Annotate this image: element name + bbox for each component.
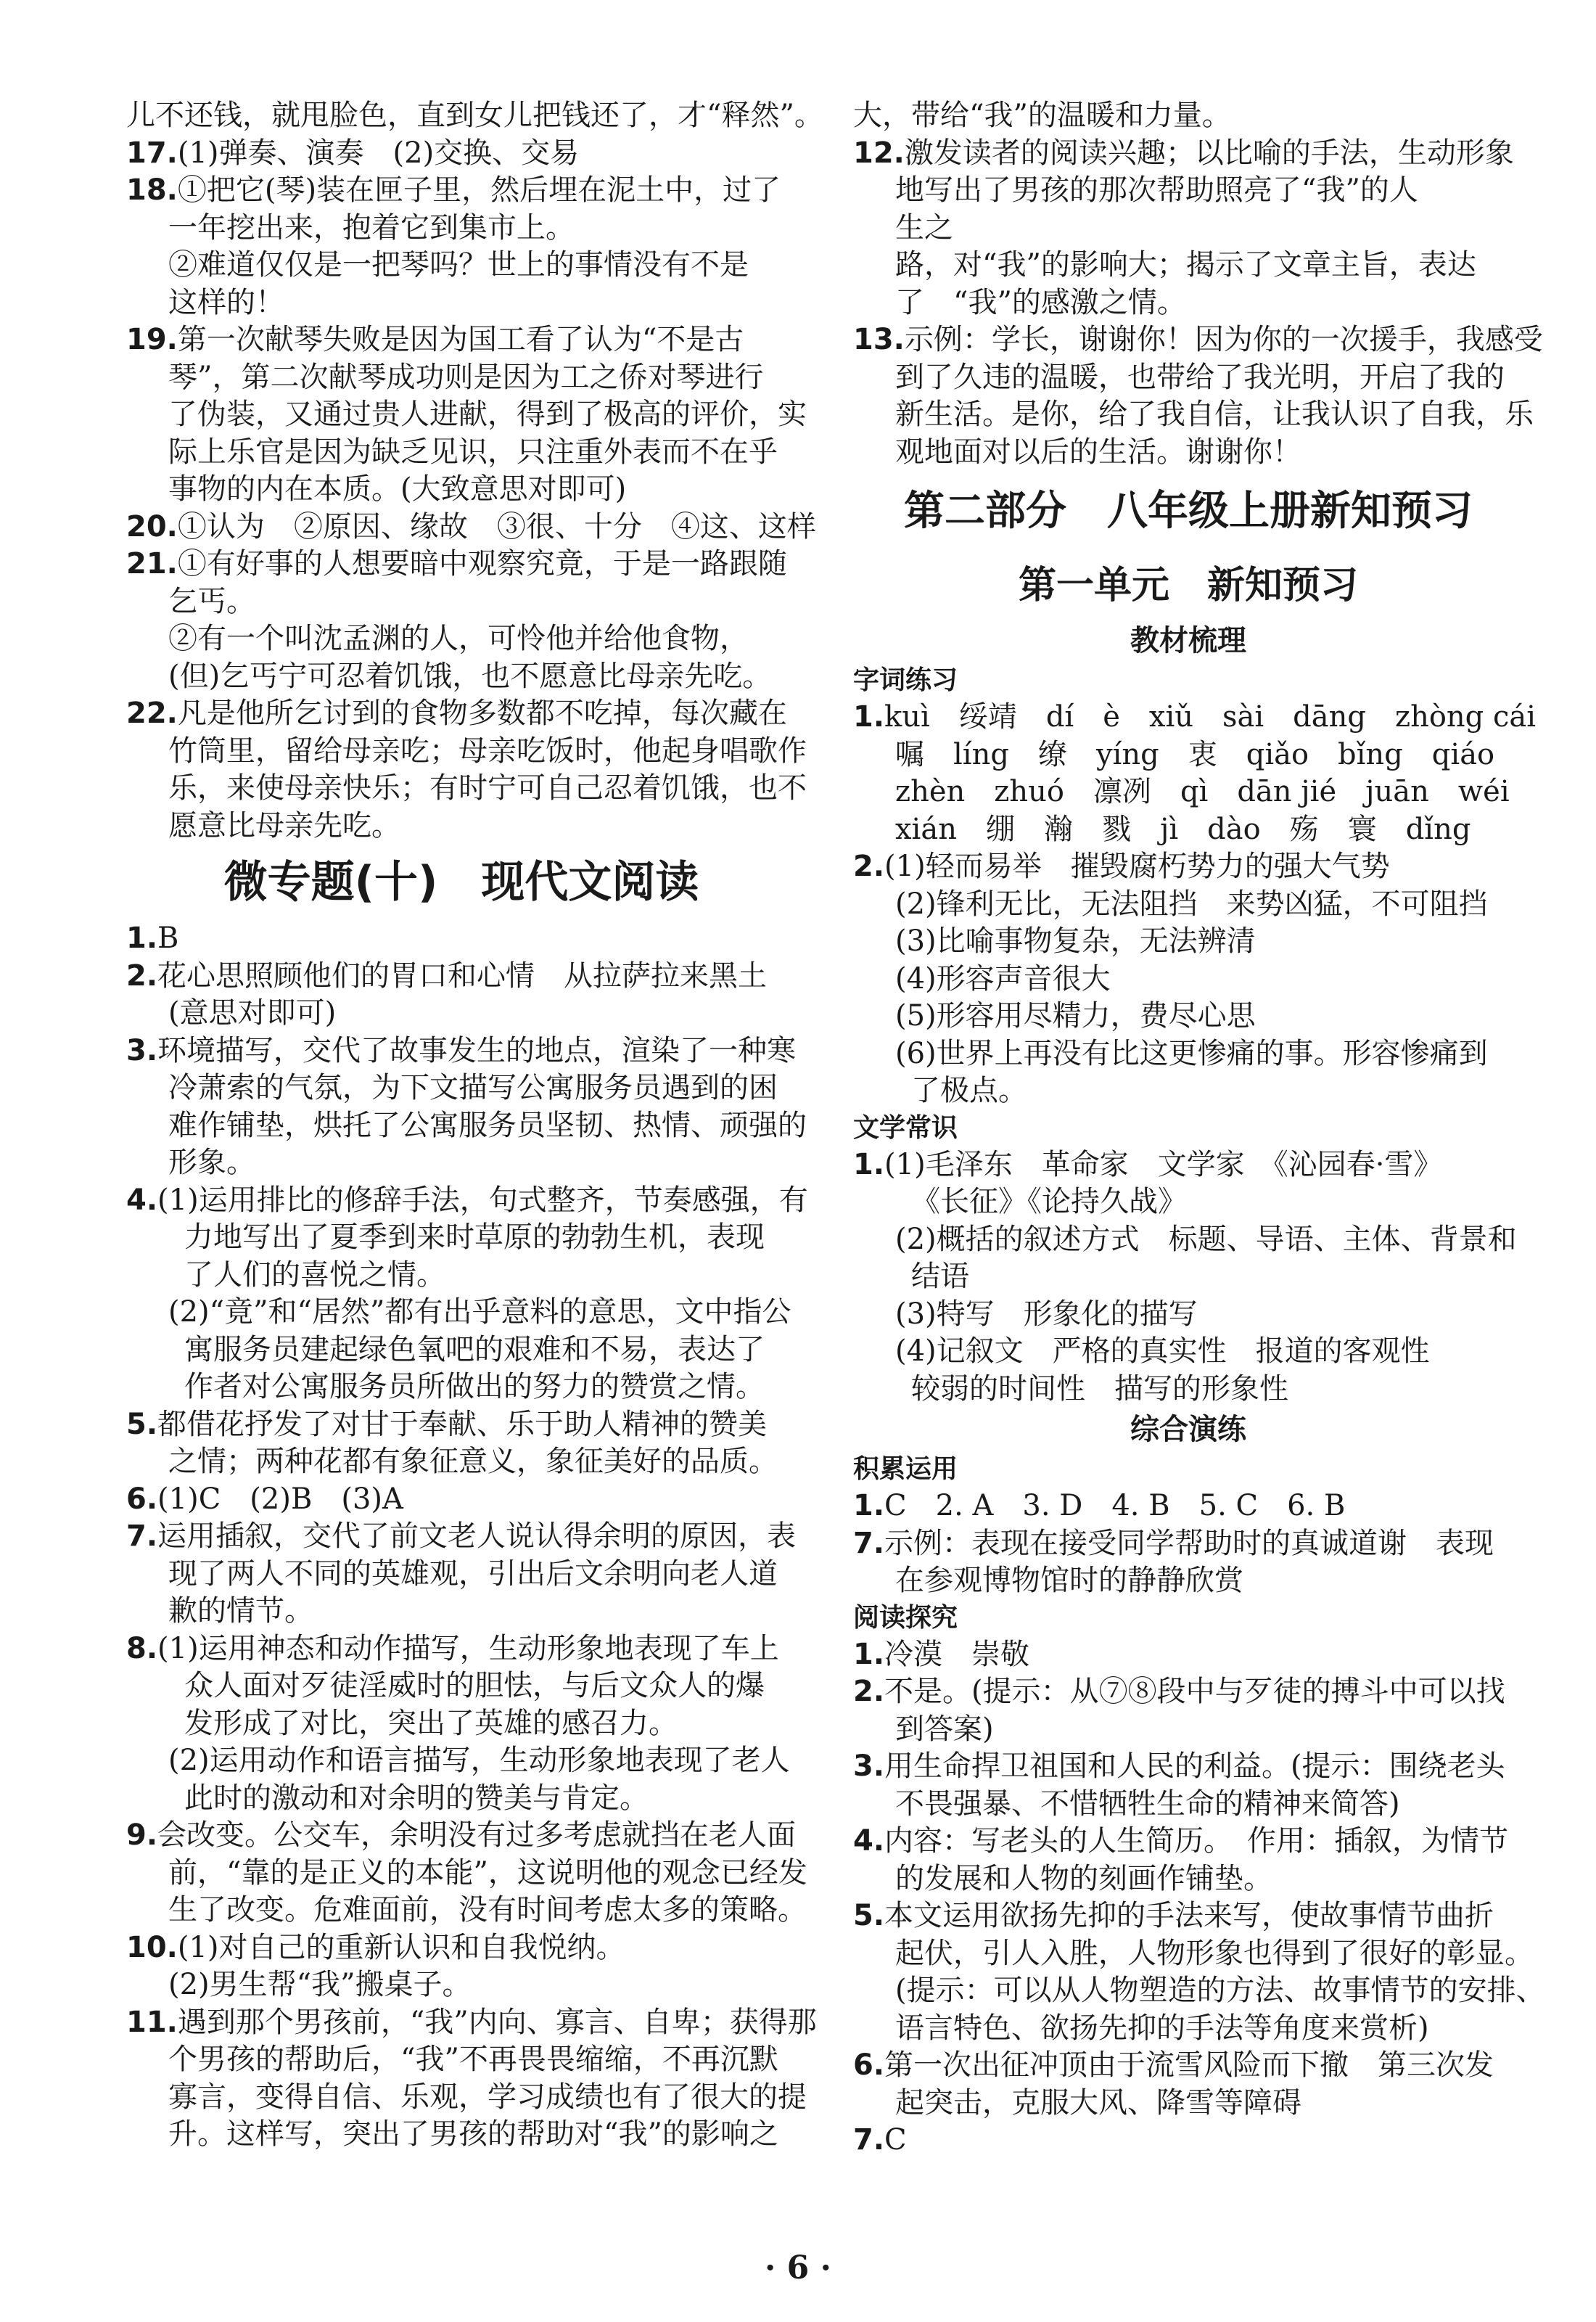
answer-line bbox=[126, 1817, 797, 1855]
item-number: 7. bbox=[853, 2123, 885, 2157]
answer-line bbox=[126, 583, 797, 621]
answer-line bbox=[126, 770, 807, 808]
page-number: · 6 · bbox=[765, 2249, 831, 2286]
answer-line bbox=[853, 1371, 1523, 1408]
item-number: 5. bbox=[126, 1407, 158, 1441]
item-number: 1. bbox=[853, 1637, 885, 1671]
answer-line bbox=[126, 359, 797, 397]
answer-line bbox=[126, 509, 816, 546]
line-text: xián 绷 瀚 戮 jì dào 殇 寰 dǐng bbox=[895, 812, 1471, 846]
answer-line bbox=[126, 1107, 807, 1145]
line-text: 生了改变。危难面前，没有时间考虑太多的策略。 bbox=[168, 1893, 807, 1927]
answer-line bbox=[126, 1705, 797, 1743]
answer-line bbox=[126, 1144, 797, 1182]
line-text: 凡是他所乞讨到的食物多数都不吃掉，每次藏在 bbox=[177, 697, 787, 730]
answer-line bbox=[126, 546, 797, 583]
category-heading: 阅读探究 bbox=[853, 1602, 958, 1633]
line-text: (3)比喻事物复杂，无法辨清 bbox=[895, 924, 1256, 958]
line-text: 运用插叙，交代了前文老人说认得余明的原因，表 bbox=[157, 1519, 797, 1553]
line-text: (2)“竟”和“居然”都有出乎意料的意思，文中指公 bbox=[168, 1295, 791, 1329]
right-column bbox=[853, 97, 1545, 2159]
line-text: 升。这样写，突出了男孩的帮助对“我”的影响之 bbox=[168, 2117, 778, 2151]
line-text: C bbox=[884, 2123, 907, 2157]
line-text: (1)毛泽东 革命家 文学家 《沁园春·雪》 bbox=[884, 1147, 1443, 1181]
line-text: 愿意比母亲先吃。 bbox=[168, 808, 400, 842]
left-column bbox=[126, 97, 823, 2154]
line-text: 之情；两种花都有象征意义，象征美好的品质。 bbox=[168, 1445, 778, 1478]
answer-line bbox=[126, 1369, 797, 1406]
answer-line bbox=[853, 2085, 1523, 2122]
line-text: 了极点。 bbox=[911, 1074, 1027, 1107]
answer-line bbox=[126, 1892, 807, 1929]
answer-line bbox=[126, 1481, 797, 1519]
answer-line bbox=[853, 1221, 1523, 1259]
line-text: 冷漠 崇敬 bbox=[884, 1637, 1030, 1671]
item-number: 3. bbox=[853, 1749, 885, 1783]
item-number: 1. bbox=[853, 1489, 885, 1522]
answer-line bbox=[126, 658, 797, 696]
line-text: 乐，来使母亲快乐；有时宁可自己忍着饥饿，也不 bbox=[168, 771, 807, 805]
line-text: (4)记叙文 严格的真实性 报道的客观性 bbox=[895, 1334, 1430, 1368]
subsection-title: 教材梳理 bbox=[1130, 624, 1246, 657]
answer-line bbox=[853, 396, 1534, 434]
answer-line bbox=[126, 2079, 807, 2117]
answer-line bbox=[853, 1935, 1534, 1973]
item-number: 22. bbox=[126, 697, 178, 730]
line-text: C 2. A 3. D 4. B 5. C 6. B bbox=[884, 1489, 1346, 1522]
answer-line bbox=[126, 321, 797, 359]
answer-line bbox=[853, 2122, 1523, 2159]
answer-line bbox=[126, 1556, 797, 1593]
line-text: 了 “我”的感激之情。 bbox=[895, 285, 1186, 319]
answer-line bbox=[126, 958, 797, 996]
line-text: 结语 bbox=[911, 1260, 969, 1293]
line-text: 此时的激动和对余明的赞美与肯定。 bbox=[184, 1781, 649, 1815]
answer-line bbox=[126, 1294, 797, 1332]
line-text: 力地写出了夏季到来时草原的勃勃生机，表现 bbox=[184, 1221, 765, 1254]
line-text: ①有好事的人想要暗中观察究竟，于是一路跟随 bbox=[177, 547, 787, 580]
line-text: ②难道仅仅是一把琴吗？世上的事情没有不是 bbox=[168, 248, 749, 282]
line-text: (但)乞丐宁可忍着饥饿，也不愿意比母亲先吃。 bbox=[168, 659, 772, 693]
line-text: kuì 绥靖 dí è xiǔ sài dāng zhòng cái bbox=[884, 700, 1537, 734]
line-text: (1)轻而易举 摧毁腐朽势力的强大气势 bbox=[884, 850, 1390, 883]
answer-line bbox=[853, 1146, 1523, 1184]
answer-line bbox=[853, 321, 1543, 359]
line-text: (提示：可以从人物塑造的方法、故事情节的安排、 bbox=[895, 1974, 1545, 2007]
line-text: 地写出了男孩的那次帮助照亮了“我”的人 bbox=[895, 173, 1418, 207]
line-text: 现了两人不同的英雄观，引出后文余明向老人道 bbox=[168, 1556, 778, 1591]
line-text: ②有一个叫沈孟渊的人，可怜他并给他食物， bbox=[168, 622, 749, 655]
answer-line bbox=[853, 1333, 1523, 1371]
line-text: 寓服务员建起绿色氧吧的艰难和不易，表达了 bbox=[184, 1332, 765, 1366]
line-text: 起突击，克服大风、降雪等障碍 bbox=[895, 2085, 1301, 2120]
line-text: 观地面对以后的生活。谢谢你！ bbox=[895, 435, 1301, 469]
line-text: 大，带给“我”的温暖和力量。 bbox=[853, 99, 1231, 132]
answer-line bbox=[853, 1861, 1523, 1898]
answer-line bbox=[853, 172, 1523, 210]
line-text: 形象。 bbox=[168, 1146, 255, 1179]
line-text: 激发读者的阅读兴趣；以比喻的手法，生动形象 bbox=[904, 136, 1514, 170]
line-text: 第一次出征冲顶由于流雪风险而下撤 第三次发 bbox=[884, 2048, 1494, 2082]
line-text: 寡言，变得自信、乐观，学习成绩也有了很大的提 bbox=[168, 2080, 807, 2114]
line-text: 内容：写老头的人生简历。 作用：插叙，为情节 bbox=[884, 1824, 1509, 1858]
line-text: (1)弹奏、演奏 (2)交换、交易 bbox=[177, 136, 580, 170]
answer-line bbox=[853, 359, 1523, 397]
line-text: 了人们的喜悦之情。 bbox=[184, 1258, 445, 1292]
answer-line bbox=[853, 848, 1523, 886]
line-text: 遇到那个男孩前，“我”内向、寡言、自卑；获得那 bbox=[177, 2005, 817, 2039]
line-text: 都借花抒发了对甘于奉献、乐于助人精神的赞美 bbox=[157, 1407, 768, 1441]
answer-line bbox=[853, 1898, 1523, 1935]
line-text: 发形成了对比，突出了英雄的感召力。 bbox=[184, 1706, 678, 1740]
answer-line bbox=[853, 737, 1523, 774]
answer-line bbox=[126, 471, 797, 509]
line-text: 个男孩的帮助后，“我”不再畏畏缩缩，不再沉默 bbox=[168, 2043, 778, 2076]
answer-line bbox=[853, 1072, 1523, 1110]
line-text: 第一次献琴失败是因为国工看了认为“不是古 bbox=[177, 323, 744, 356]
answer-line bbox=[126, 1929, 797, 1967]
line-text: (1)对自己的重新认识和自我悦纳。 bbox=[177, 1930, 625, 1964]
answer-line bbox=[126, 995, 797, 1033]
answer-line bbox=[853, 1525, 1523, 1563]
line-text: 到答案) bbox=[895, 1712, 994, 1746]
item-number: 19. bbox=[126, 323, 178, 356]
line-text: 花心思照顾他们的胃口和心情 从拉萨拉来黑土 bbox=[157, 959, 768, 993]
answer-line bbox=[126, 1182, 808, 1220]
item-number: 3. bbox=[126, 1033, 158, 1067]
answer-line bbox=[853, 1748, 1523, 1786]
answer-line bbox=[853, 1972, 1545, 2010]
line-text: 用生命捍卫祖国和人民的利益。(提示：围绕老头 bbox=[884, 1749, 1505, 1783]
line-text: 难作铺垫，烘托了公寓服务员坚韧、热情、顽强的 bbox=[168, 1108, 807, 1142]
line-text: 际上乐官是因为缺乏见识，只注重外表而不在乎 bbox=[168, 435, 778, 469]
answer-line bbox=[126, 1742, 797, 1780]
answer-line bbox=[126, 1070, 797, 1107]
category-heading: 字词练习 bbox=[853, 665, 958, 695]
answer-line bbox=[126, 1219, 797, 1257]
part-title: 第二部分 八年级上册新知预习 bbox=[904, 488, 1473, 535]
line-text: ①把它(琴)装在匣子里，然后埋在泥土中，过了 bbox=[177, 173, 781, 207]
answer-line bbox=[853, 1488, 1523, 1525]
item-number: 4. bbox=[126, 1183, 158, 1217]
answer-line bbox=[126, 2041, 797, 2079]
line-text: (1)运用神态和动作描写，生动形象地表现了车上 bbox=[157, 1631, 779, 1665]
item-number: 1. bbox=[126, 922, 158, 955]
line-text: 竹筒里，留给母亲吃；母亲吃饭时，他起身唱歌作 bbox=[168, 734, 807, 768]
answer-line bbox=[126, 695, 797, 733]
answer-line bbox=[853, 1183, 1523, 1221]
line-text: 儿不还钱，就甩脸色，直到女儿把钱还了，才“释然”。 bbox=[126, 99, 823, 132]
line-text: 示例：学长，谢谢你！因为你的一次援手，我感受 bbox=[904, 323, 1543, 356]
line-text: 不是。(提示：从⑦⑧段中与歹徒的搏斗中可以找 bbox=[884, 1675, 1505, 1708]
answer-line bbox=[853, 1562, 1523, 1600]
line-text: (2)男生帮“我”搬桌子。 bbox=[168, 1968, 472, 2001]
item-number: 4. bbox=[853, 1824, 885, 1858]
line-text: 较弱的时间性 描写的形象性 bbox=[911, 1371, 1288, 1406]
answer-line bbox=[126, 1443, 797, 1481]
answer-line bbox=[126, 1518, 797, 1556]
answer-line bbox=[126, 620, 797, 658]
line-text: (4)形容声音很大 bbox=[895, 961, 1111, 996]
line-text: ①认为 ②原因、缘故 ③很、十分 ④这、这样 bbox=[177, 509, 816, 543]
line-text: 新生活。是你，给了我自信，让我认识了自我，乐 bbox=[895, 398, 1534, 431]
answer-line bbox=[126, 172, 797, 210]
line-text: (3)特写 形象化的描写 bbox=[895, 1297, 1198, 1331]
line-text: 一年挖出来，抱着它到集市上。 bbox=[168, 210, 575, 245]
line-text: (5)形容用尽精力，费尽心思 bbox=[895, 999, 1256, 1033]
answer-line bbox=[126, 1257, 797, 1295]
line-text: 前，“靠的是正义的本能”，这说明他的观念已经发 bbox=[168, 1855, 807, 1890]
item-number: 17. bbox=[126, 136, 178, 170]
line-text: 不畏强暴、不惜牺牲生命的精神来简答) bbox=[895, 1786, 1400, 1821]
line-text: 乞丐。 bbox=[168, 584, 255, 618]
item-number: 7. bbox=[853, 1526, 885, 1560]
answer-line bbox=[126, 97, 823, 135]
answer-line bbox=[126, 1630, 797, 1668]
line-text: 会改变。公交车，余明没有过多考虑就挡在老人面 bbox=[157, 1818, 797, 1852]
answer-line bbox=[853, 1035, 1523, 1073]
answer-line bbox=[853, 247, 1523, 284]
item-number: 11. bbox=[126, 2005, 178, 2039]
line-text: (意思对即可) bbox=[168, 996, 337, 1030]
line-text: 《长征》《论持久战》 bbox=[911, 1185, 1187, 1218]
line-text: 作者对公寓服务员所做出的努力的赞赏之情。 bbox=[184, 1370, 765, 1403]
answer-line bbox=[853, 998, 1523, 1035]
line-text: 的发展和人物的刻画作铺垫。 bbox=[895, 1861, 1272, 1895]
line-text: (6)世界上再没有比这更惨痛的事。形容惨痛到 bbox=[895, 1036, 1488, 1070]
answer-line bbox=[853, 1636, 1523, 1674]
answer-line bbox=[853, 97, 1523, 135]
answer-line bbox=[126, 247, 797, 284]
line-text: 路，对“我”的影响大；揭示了文章主旨，表达 bbox=[895, 248, 1476, 282]
item-number: 6. bbox=[853, 2048, 885, 2082]
category-heading: 文学常识 bbox=[853, 1112, 958, 1143]
line-text: 事物的内在本质。(大致意思对即可) bbox=[168, 472, 627, 506]
item-number: 1. bbox=[853, 700, 885, 734]
answer-line bbox=[126, 1667, 797, 1705]
line-text: zhèn zhuó 凛冽 qì dān jié juān wéi bbox=[895, 775, 1510, 808]
category-heading: 积累运用 bbox=[853, 1454, 958, 1484]
line-text: 在参观博物馆时的静静欣赏 bbox=[895, 1564, 1243, 1597]
unit-title: 第一单元 新知预习 bbox=[1018, 564, 1358, 607]
answer-line bbox=[126, 2004, 817, 2042]
line-text: B bbox=[157, 922, 179, 955]
answer-line bbox=[853, 923, 1523, 961]
item-number: 20. bbox=[126, 509, 178, 543]
answer-line bbox=[126, 396, 807, 434]
answer-line bbox=[126, 284, 797, 322]
line-text: 众人面对歹徒淫威时的胆怯，与后文众人的爆 bbox=[184, 1669, 765, 1702]
answer-line bbox=[126, 733, 807, 771]
line-text: 本文运用欲扬先抑的手法来写，使故事情节曲折 bbox=[884, 1899, 1494, 1932]
answer-line bbox=[126, 1406, 797, 1444]
answer-line bbox=[853, 1711, 1523, 1749]
line-text: 环境描写，交代了故事发生的地点，渲染了一种寒 bbox=[157, 1033, 797, 1067]
answer-line bbox=[126, 808, 797, 845]
answer-line bbox=[853, 811, 1523, 849]
item-number: 10. bbox=[126, 1930, 178, 1964]
answer-line bbox=[126, 1033, 797, 1070]
line-text: 歉的情节。 bbox=[168, 1594, 313, 1628]
line-text: (1)运用排比的修辞手法，句式整齐，节奏感强，有 bbox=[157, 1183, 808, 1217]
item-number: 2. bbox=[853, 850, 885, 883]
item-number: 5. bbox=[853, 1899, 885, 1932]
item-number: 1. bbox=[853, 1147, 885, 1181]
item-number: 8. bbox=[126, 1631, 158, 1665]
item-number: 7. bbox=[126, 1519, 158, 1553]
line-text: 生之 bbox=[895, 210, 953, 245]
section-title: 微专题(十) 现代文阅读 bbox=[223, 857, 699, 908]
answer-line bbox=[853, 210, 1523, 247]
item-number: 18. bbox=[126, 173, 178, 207]
item-number: 6. bbox=[126, 1482, 158, 1516]
answer-line bbox=[853, 699, 1537, 737]
answer-line bbox=[853, 1296, 1523, 1334]
line-text: (2)锋利无比，无法阻挡 来势凶猛，不可阻挡 bbox=[895, 887, 1488, 921]
answer-line bbox=[126, 434, 797, 472]
item-number: 13. bbox=[853, 323, 905, 356]
line-text: (2)运用动作和语言描写，生动形象地表现了老人 bbox=[168, 1744, 790, 1777]
line-text: (1)C (2)B (3)A bbox=[157, 1482, 403, 1516]
line-text: 到了久违的温暖，也带给了我光明，开启了我的 bbox=[895, 360, 1505, 394]
answer-line bbox=[126, 1855, 807, 1892]
answer-line bbox=[126, 1593, 797, 1630]
answer-line bbox=[853, 1823, 1523, 1861]
answer-line bbox=[853, 961, 1523, 998]
answer-line bbox=[126, 135, 797, 173]
answer-line bbox=[126, 2116, 797, 2154]
answer-line bbox=[853, 886, 1523, 924]
line-text: 起伏，引人入胜，人物形象也得到了很好的彰显。 bbox=[895, 1936, 1534, 1970]
answer-line bbox=[853, 774, 1523, 811]
answer-line bbox=[126, 1332, 797, 1369]
item-number: 2. bbox=[126, 959, 158, 993]
line-text: 冷萧索的气氛，为下文描写公寓服务员遇到的困 bbox=[168, 1071, 778, 1104]
answer-line bbox=[853, 1258, 1523, 1296]
subsection-title: 综合演练 bbox=[1130, 1413, 1246, 1446]
line-text: 这样的！ bbox=[168, 285, 284, 319]
answer-line bbox=[853, 434, 1523, 472]
line-text: 琴”，第二次献琴成功则是因为工之侨对琴进行 bbox=[168, 360, 764, 394]
item-number: 2. bbox=[853, 1675, 885, 1708]
answer-line bbox=[853, 1673, 1523, 1711]
answer-line bbox=[126, 1780, 797, 1818]
answer-line bbox=[853, 2047, 1523, 2085]
item-number: 21. bbox=[126, 547, 178, 580]
item-number: 12. bbox=[853, 136, 905, 170]
answer-line bbox=[126, 210, 797, 247]
line-text: 嘱 líng 缭 yíng 衷 qiǎo bǐng qiáo bbox=[895, 737, 1495, 771]
line-text: 示例：表现在接受同学帮助时的真诚道谢 表现 bbox=[884, 1526, 1494, 1560]
line-text: (2)概括的叙述方式 标题、导语、主体、背景和 bbox=[895, 1222, 1517, 1256]
item-number: 9. bbox=[126, 1818, 158, 1852]
answer-line bbox=[853, 2010, 1523, 2048]
answer-line bbox=[853, 284, 1523, 322]
answer-line bbox=[126, 920, 797, 958]
line-text: 语言特色、欲扬先抑的手法等角度来赏析) bbox=[895, 2011, 1429, 2045]
line-text: 了伪装，又通过贵人进献，得到了极高的评价，实 bbox=[168, 398, 807, 431]
answer-line bbox=[853, 1786, 1523, 1823]
answer-line bbox=[853, 135, 1523, 173]
answer-line bbox=[126, 1966, 797, 2004]
